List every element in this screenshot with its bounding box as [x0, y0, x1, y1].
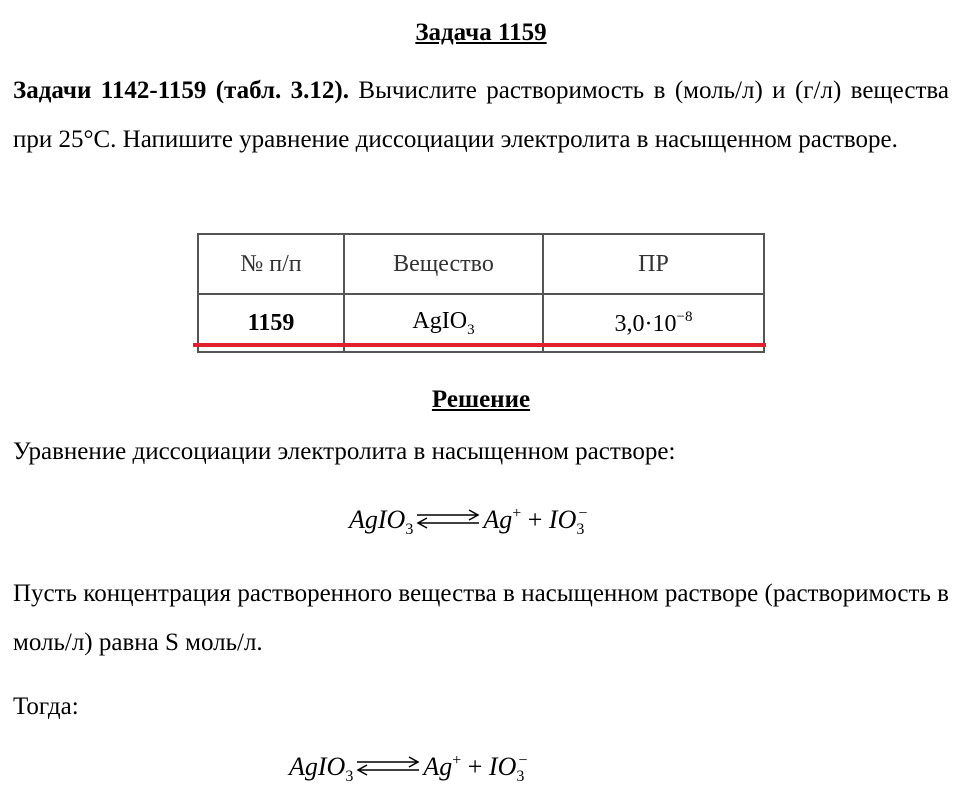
paragraph-concentration: Пусть концентрация растворенного вещества в насыщенном растворе (растворимость в моль/л) равна S моль/л. [13, 580, 949, 656]
data-table [197, 233, 765, 353]
equilibrium-arrows-icon [355, 754, 421, 784]
pr-mantissa: 3,0·10 [614, 310, 677, 337]
task-statement [13, 66, 949, 164]
equilibrium-arrows-icon [415, 507, 481, 537]
table-header-row [198, 234, 764, 294]
eq-cation: Ag [483, 505, 513, 534]
header-number: № п/п [198, 234, 344, 294]
solution-title: Решение [431, 386, 531, 413]
eq2-plus: + [467, 752, 483, 781]
eq-anion-charge: − [578, 505, 588, 522]
substance-formula: AgIO [412, 307, 468, 334]
eq2-anion: IO [488, 752, 517, 781]
eq2-reactant-sub: 3 [345, 768, 354, 785]
eq-cation-charge: + [512, 505, 522, 522]
header-pr: ПР [543, 234, 764, 294]
problem-title: Задача 1159 [415, 19, 547, 46]
eq2-reactant: AgIO [289, 752, 346, 781]
paragraph-dissociation: Уравнение диссоциации электролита в насыщенном растворе: [13, 438, 676, 465]
task-lead: Задачи 1142-1159 (табл. 3.12). [13, 77, 350, 104]
eq2-anion-sub: 3 [516, 768, 525, 785]
substance-subscript: 3 [467, 321, 475, 338]
eq2-cation-charge: + [452, 752, 462, 769]
eq-anion: IO [548, 505, 577, 534]
eq2-cation: Ag [423, 752, 453, 781]
paragraph-then: Тогда: [13, 693, 79, 720]
eq-reactant-sub: 3 [405, 521, 414, 538]
header-substance: Вещество [344, 234, 543, 294]
cell-number: 1159 [198, 294, 344, 352]
eq-anion-sub: 3 [576, 521, 585, 538]
eq-reactant: AgIO [349, 505, 406, 534]
eq-plus: + [527, 505, 543, 534]
task-body: Вычислите растворимость в (моль/л) и (г/л) вещества при 25°С. Напишите уравнение диссоциации электролита в насыщенном растворе. [13, 77, 949, 153]
dissociation-equation-2 [289, 752, 527, 786]
pr-exponent: −8 [676, 308, 693, 325]
red-underline [193, 343, 766, 347]
dissociation-equation [349, 505, 587, 539]
eq2-anion-charge: − [518, 752, 528, 769]
